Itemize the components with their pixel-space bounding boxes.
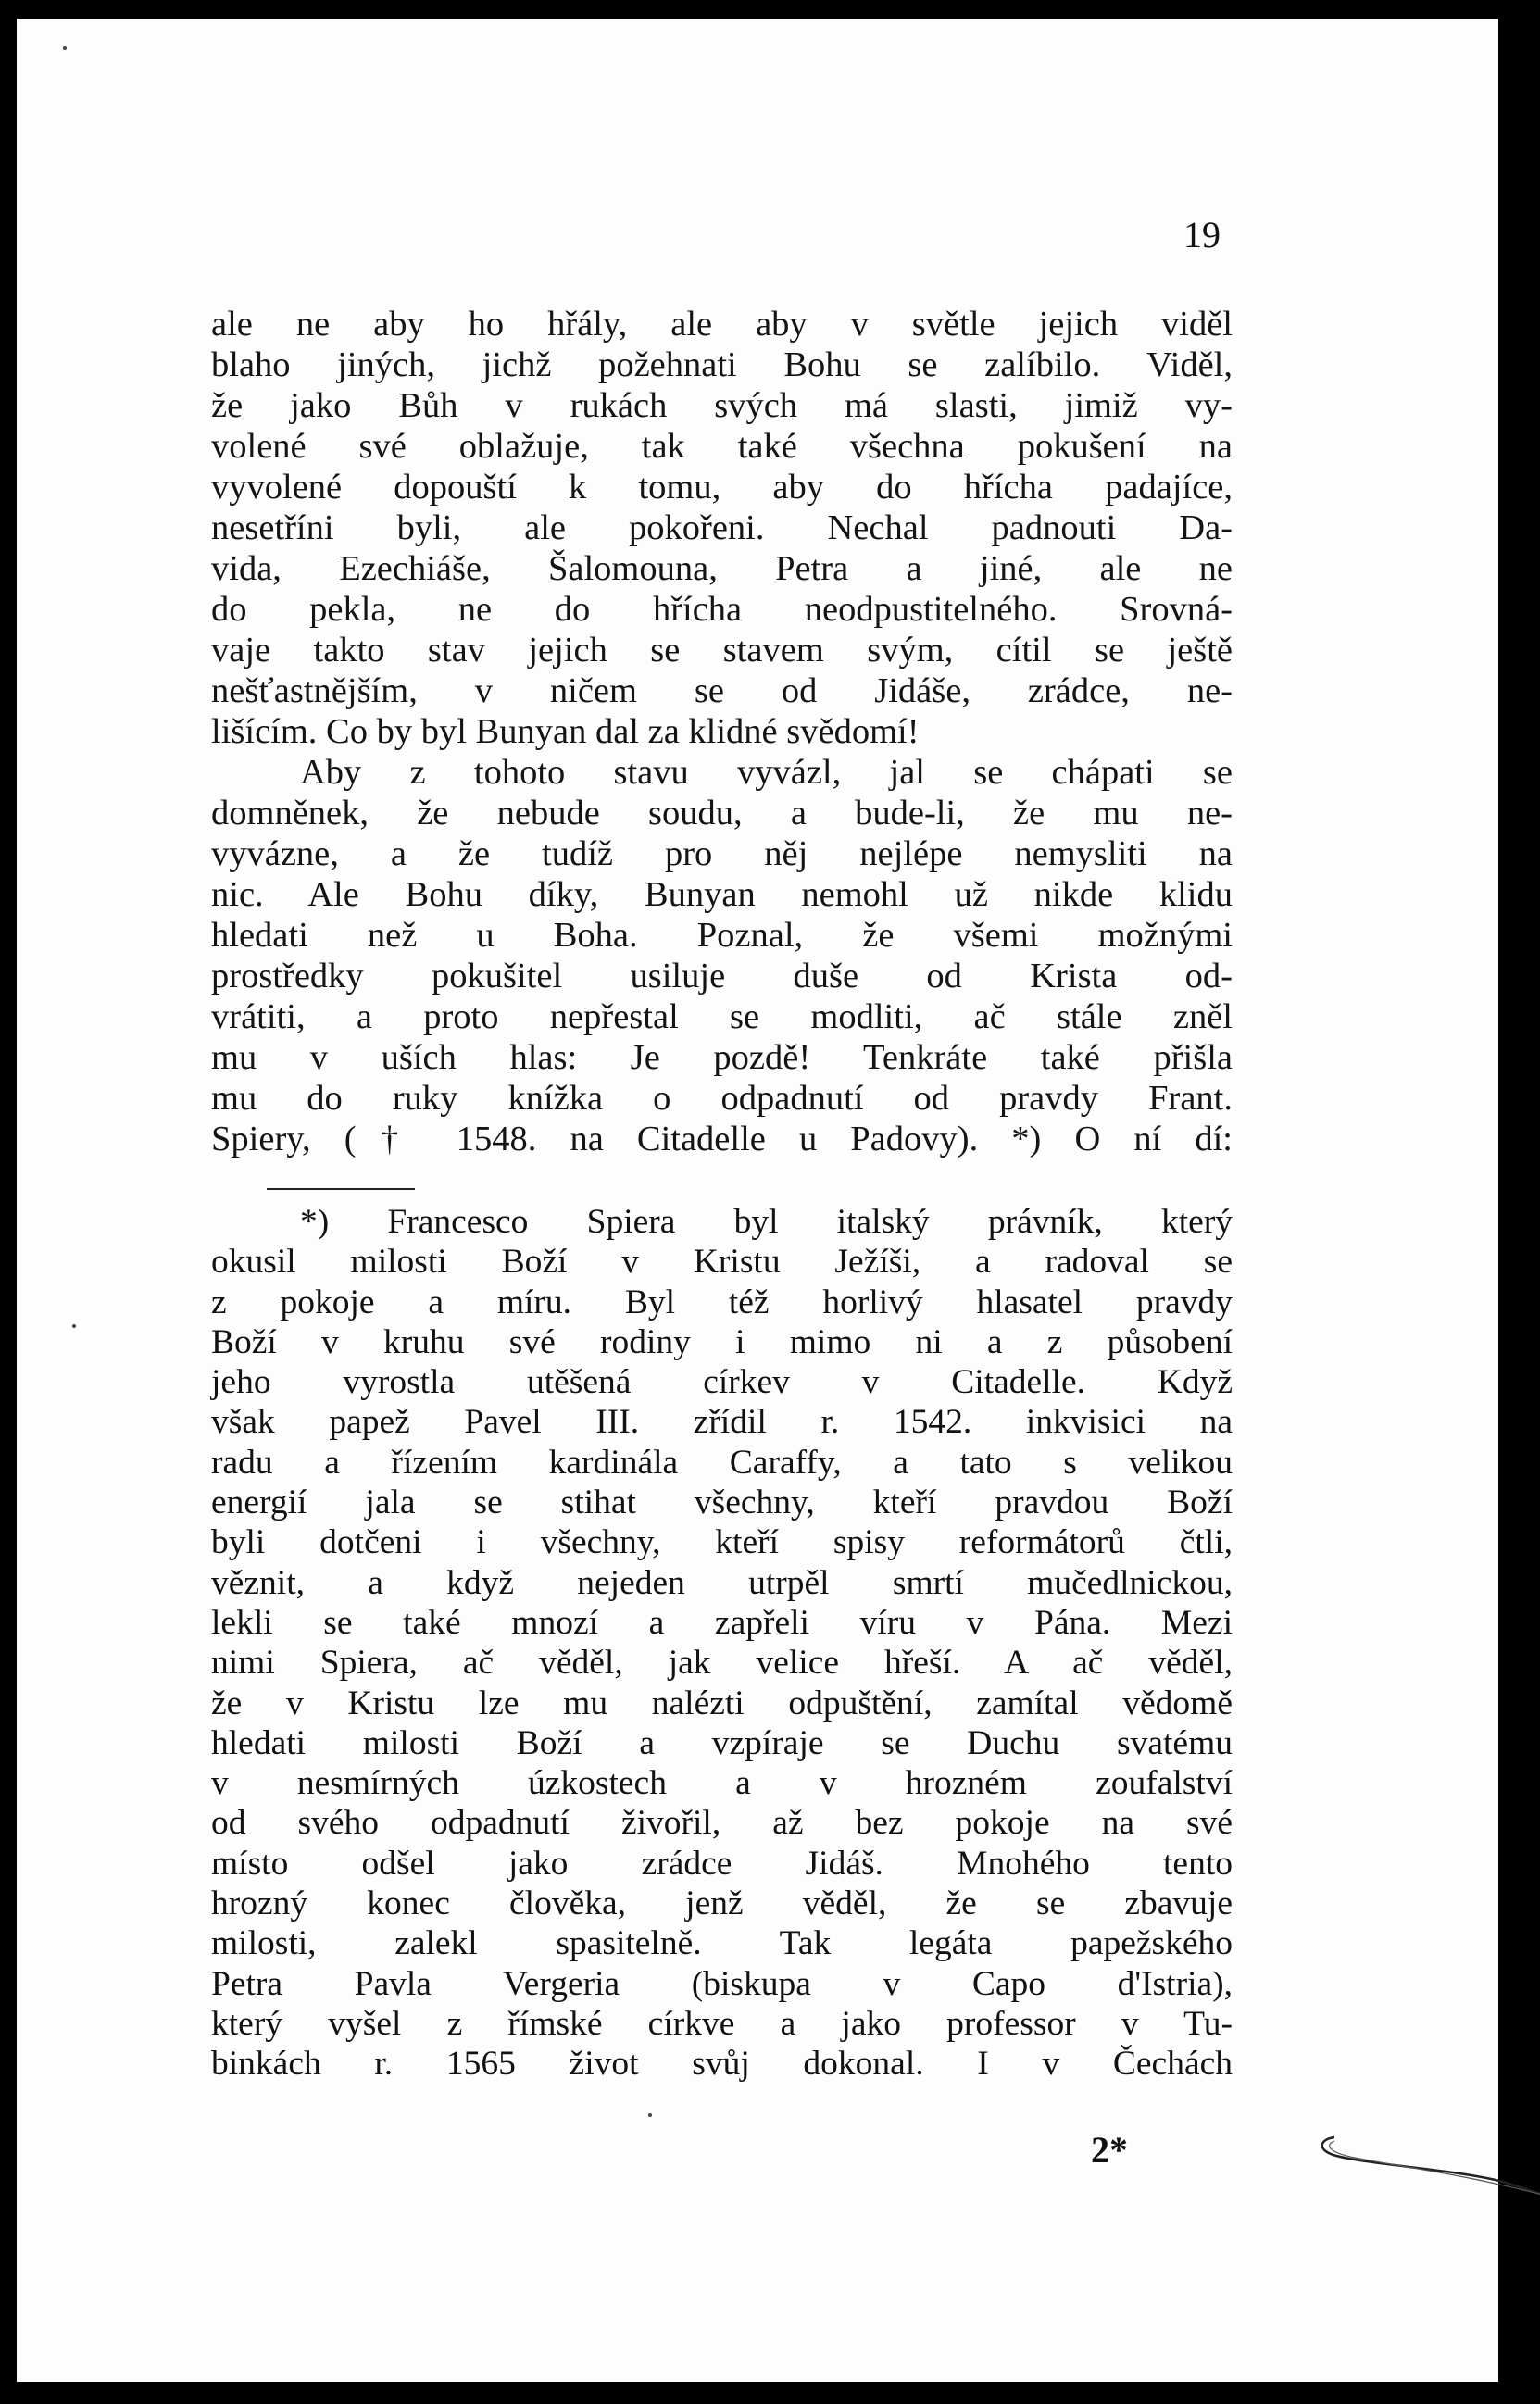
- paper-speck: [648, 2113, 652, 2117]
- scratch-mark: [1318, 2128, 1540, 2202]
- footnote-line: místo odšel jako zrádce Jidáš. Mnohého tento: [211, 1844, 1233, 1883]
- text-line: prostředky pokušitel usiluje duše od Krista od-: [211, 957, 1233, 995]
- footnote-line: Boží v kruhu své rodiny i mimo ni a z působení: [211, 1322, 1233, 1361]
- text-line: Spiery, († 1548. na Citadelle u Padovy). *) O ní dí:: [211, 1120, 1233, 1158]
- text-line: ale ne aby ho hřály, ale aby v světle jejich viděl: [211, 305, 1233, 344]
- footnote-line: jeho vyrostla utěšená církev v Citadelle. Když: [211, 1363, 1233, 1402]
- footnote-line: v nesmírných úzkostech a v hrozném zoufalství: [211, 1764, 1233, 1803]
- text-line: domněnek, že nebude soudu, a bude-li, že mu ne-: [211, 794, 1233, 833]
- footnote-separator: [267, 1188, 415, 1190]
- paper-speck: [72, 1324, 76, 1328]
- footnote-line: který vyšel z římské církve a jako professor v Tu-: [211, 2004, 1233, 2043]
- text-line: nic. Ale Bohu díky, Bunyan nemohl už nikde klidu: [211, 875, 1233, 914]
- footnote-line: však papež Pavel III. zřídil r. 1542. inkvisici na: [211, 1403, 1233, 1442]
- text-line: vyvolené dopouští k tomu, aby do hřícha padajíce,: [211, 468, 1233, 507]
- footnote-line: byli dotčeni i všechny, kteří spisy reformátorů čtli,: [211, 1523, 1233, 1562]
- footnote-line: že v Kristu lze mu nalézti odpuštění, zamítal vědomě: [211, 1684, 1233, 1722]
- text-line: vrátiti, a proto nepřestal se modliti, ač stále zněl: [211, 997, 1233, 1036]
- footnote-line: hledati milosti Boží a vzpíraje se Duchu svatému: [211, 1723, 1233, 1762]
- text-line: že jako Bůh v rukách svých má slasti, jimiž vy-: [211, 386, 1233, 425]
- footnote-line: binkách r. 1565 život svůj dokonal. I v Čechách: [211, 2045, 1233, 2084]
- text-line: nesetříni byli, ale pokořeni. Nechal padnouti Da-: [211, 508, 1233, 547]
- text-line: hledati než u Boha. Poznal, že všemi možnými: [211, 916, 1233, 955]
- text-line: mu do ruky knížka o odpadnutí od pravdy Frant.: [211, 1079, 1233, 1118]
- paper-speck: [63, 46, 67, 50]
- text-line: nešťastnějším, v ničem se od Jidáše, zrádce, ne-: [211, 671, 1233, 710]
- main-text: [211, 304, 1233, 1159]
- footnote-line: od svého odpadnutí živořil, až bez pokoje na své: [211, 1804, 1233, 1843]
- text-line: blaho jiných, jichž požehnati Bohu se zalíbilo. Viděl,: [211, 345, 1233, 384]
- text-line: vyvázne, a že tudíž pro něj nejlépe nemysliti na: [211, 834, 1233, 873]
- footnote-line: radu a řízením kardinála Caraffy, a tato s velikou: [211, 1443, 1233, 1482]
- footnote-line: hrozný konec člověka, jenž věděl, že se zbavuje: [211, 1884, 1233, 1923]
- footnote: [211, 1202, 1233, 2085]
- text-line: vaje takto stav jejich se stavem svým, cítil se ještě: [211, 631, 1233, 670]
- footnote-line: *) Francesco Spiera byl italský právník, který: [300, 1203, 1233, 1241]
- footnote-line: energií jala se stihat všechny, kteří pravdou Boží: [211, 1484, 1233, 1522]
- footnote-line: věznit, a když nejeden utrpěl smrtí mučedlnickou,: [211, 1563, 1233, 1602]
- text-line: do pekla, ne do hřícha neodpustitelného. Srovná-: [211, 590, 1233, 629]
- text-line: Aby z tohoto stavu vyvázl, jal se chápati se: [300, 753, 1233, 792]
- footnote-line: milosti, zalekl spasitelně. Tak legáta papežského: [211, 1924, 1233, 1963]
- footnote-line: Petra Pavla Vergeria (biskupa v Capo d'Istria),: [211, 1964, 1233, 2003]
- signature-mark: 2*: [1091, 2129, 1128, 2171]
- text-line: lišícím. Co by byl Bunyan dal za klidné svědomí!: [211, 712, 920, 751]
- footnote-line: lekli se také mnozí a zapřeli víru v Pána. Mezi: [211, 1603, 1233, 1642]
- text-line: vida, Ezechiáše, Šalomouna, Petra a jiné, ale ne: [211, 549, 1233, 588]
- page-number: 19: [1183, 214, 1221, 256]
- footnote-line: okusil milosti Boží v Kristu Ježíši, a radoval se: [211, 1243, 1233, 1282]
- text-line: volené své oblažuje, tak také všechna pokušení na: [211, 427, 1233, 466]
- footnote-line: nimi Spiera, ač věděl, jak velice hřeší. A ač věděl,: [211, 1644, 1233, 1683]
- text-line: mu v uších hlas: Je pozdě! Tenkráte také přišla: [211, 1038, 1233, 1077]
- book-page: [17, 19, 1498, 2382]
- footnote-line: z pokoje a míru. Byl též horlivý hlasatel pravdy: [211, 1283, 1233, 1321]
